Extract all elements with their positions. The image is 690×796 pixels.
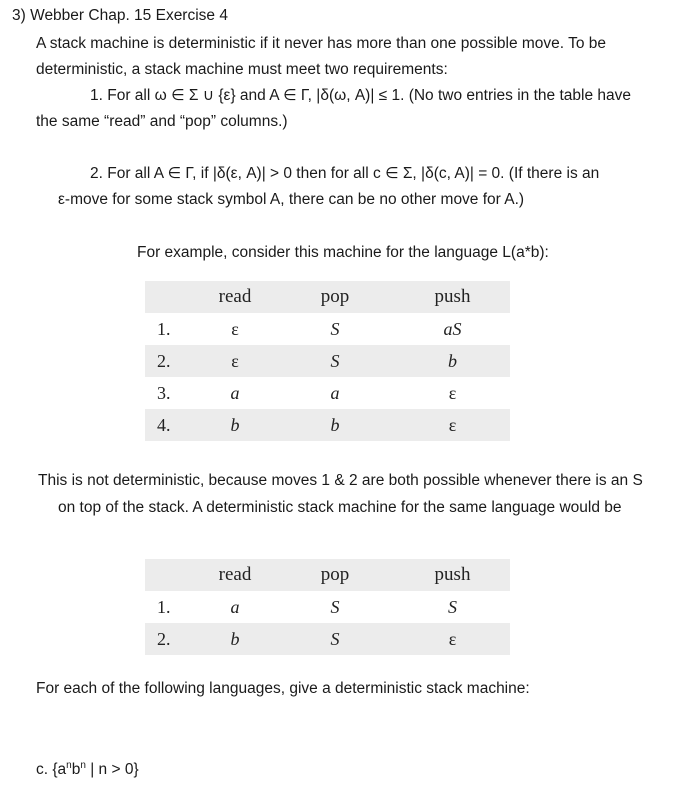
cell-read: b: [195, 623, 275, 655]
header-push: push: [395, 559, 510, 591]
part-c-suffix: | n > 0}: [85, 761, 139, 779]
cell-pop: S: [330, 596, 340, 617]
table-row: [145, 313, 510, 345]
cell-read: a: [230, 596, 240, 617]
transition-table-deterministic: [145, 559, 510, 655]
table-header-row: [145, 559, 510, 591]
task-instruction: For each of the following languages, give a deterministic stack machine:: [36, 680, 530, 697]
cell-pop: S: [330, 318, 340, 339]
table-row: [145, 409, 510, 441]
cell-read: ε: [195, 345, 275, 377]
table-row: [145, 623, 510, 655]
header-num: [145, 281, 195, 313]
cell-pop: S: [275, 345, 395, 377]
part-c-language: [36, 760, 139, 779]
part-c-mid: b: [71, 761, 81, 779]
header-read: read: [195, 281, 275, 313]
header-num: [145, 559, 195, 591]
exercise-heading: 3) Webber Chap. 15 Exercise 4: [12, 7, 228, 24]
cell-push: b: [395, 345, 510, 377]
requirement-2-line-1: 2. For all A ∈ Γ, if |δ(ε, A)| > 0 then for all c ∈ Σ, |δ(c, A)| = 0. (If there is an: [90, 165, 600, 182]
cell-read: ε: [231, 318, 239, 339]
row-number: 3.: [157, 382, 171, 403]
table-row: [145, 345, 510, 377]
requirement-1-line-1: 1. For all ω ∈ Σ ∪ {ε} and A ∈ Γ, |δ(ω, A)| ≤ 1. (No two entries in the table have: [90, 87, 631, 104]
cell-push: ε: [395, 409, 510, 441]
table-header-row: [145, 281, 510, 313]
cell-pop: S: [275, 623, 395, 655]
note-line-1: This is not deterministic, because moves 1 & 2 are both possible whenever there is an S: [38, 472, 643, 489]
cell-push: S: [448, 596, 457, 617]
header-read: read: [195, 559, 275, 591]
note-line-2: on top of the stack. A deterministic stack machine for the same language would be: [58, 499, 622, 516]
row-number: 2.: [145, 623, 195, 655]
cell-push: ε: [395, 623, 510, 655]
table-row: [145, 591, 510, 623]
row-number: 2.: [145, 345, 195, 377]
example-intro: For example, consider this machine for the language L(a*b):: [137, 244, 549, 261]
row-number: 4.: [145, 409, 195, 441]
intro-line-1: A stack machine is deterministic if it never has more than one possible move. To be: [36, 35, 607, 52]
intro-line-2: deterministic, a stack machine must meet two requirements:: [36, 61, 448, 78]
part-c-exponent-a: n: [66, 760, 72, 771]
cell-pop: b: [275, 409, 395, 441]
transition-table-nondeterministic: [145, 281, 510, 441]
cell-push: ε: [448, 382, 457, 403]
header-pop: pop: [275, 281, 395, 313]
header-pop: pop: [275, 559, 395, 591]
cell-pop: a: [330, 382, 340, 403]
part-c-exponent-b: n: [80, 760, 86, 771]
table-row: [145, 377, 510, 409]
cell-read: b: [195, 409, 275, 441]
row-number: 1.: [157, 596, 171, 617]
header-push: push: [395, 281, 510, 313]
row-number: 1.: [157, 318, 171, 339]
cell-push: aS: [443, 318, 462, 339]
requirement-1-line-2: the same “read” and “pop” columns.): [36, 113, 288, 130]
part-c-prefix: c. {a: [36, 761, 67, 779]
requirement-2-line-2: ε-move for some stack symbol A, there can be no other move for A.): [58, 191, 525, 208]
cell-read: a: [230, 382, 240, 403]
